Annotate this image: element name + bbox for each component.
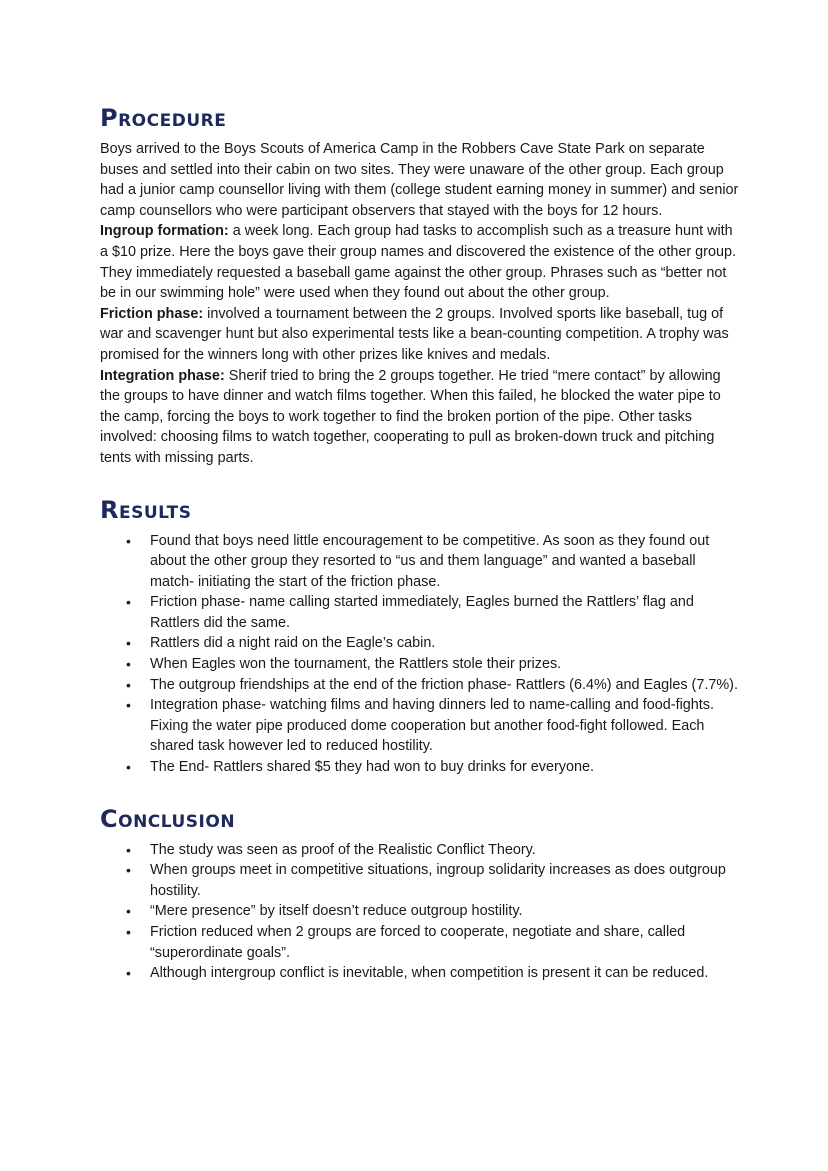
results-list <box>100 531 740 778</box>
phase-integration <box>100 366 740 469</box>
list-item <box>126 757 740 778</box>
procedure-intro: Boys arrived to the Boys Scouts of America Camp in the Robbers Cave State Park on separate buses and settled into their cabin on two sites. They were unaware of the other group. Each group had a junior camp counsellor living with them (college student earning money in summer) and senior camp counsellors who were participant observers that stayed with the boys for 12 hours. <box>100 141 739 219</box>
phase-friction <box>100 304 740 366</box>
phase-label: Friction phase: <box>100 305 204 322</box>
list-item-text: Friction phase- name calling started immediately, Eagles burned the Rattlers’ flag and Rattlers did the same. <box>150 594 694 631</box>
phase-text: involved a tournament between the 2 groups. Involved sports like baseball, tug of war and scavenger hunt but also experimental tests like a bean-counting competition. A trophy was promised for the winners long with other prizes like knives and medals. <box>100 305 729 363</box>
phase-label: Ingroup formation: <box>100 223 229 240</box>
bullet-icon: • <box>126 903 131 920</box>
bullet-icon: • <box>126 862 131 879</box>
list-item <box>126 901 740 922</box>
list-item-text: The study was seen as proof of the Realistic Conflict Theory. <box>150 841 536 858</box>
list-item-text: “Mere presence” by itself doesn’t reduce outgroup hostility. <box>150 903 523 920</box>
bullet-icon: • <box>126 532 131 549</box>
bullet-icon: • <box>126 656 131 673</box>
conclusion-heading: Conclusion <box>100 804 236 833</box>
list-item-text: Rattlers did a night raid on the Eagle’s cabin. <box>150 635 436 652</box>
list-item <box>126 922 740 963</box>
conclusion-list <box>100 840 740 984</box>
list-item <box>126 633 740 654</box>
list-item-text: The outgroup friendships at the end of the friction phase- Rattlers (6.4%) and Eagles (7.7%). <box>150 676 738 693</box>
bullet-icon: • <box>126 841 131 858</box>
list-item-text: When groups meet in competitive situations, ingroup solidarity increases as does outgroup hostility. <box>150 862 726 899</box>
list-item-text: Friction reduced when 2 groups are forced to cooperate, negotiate and share, called “superordinate goals”. <box>150 924 686 961</box>
list-item-text: When Eagles won the tournament, the Rattlers stole their prizes. <box>150 656 562 673</box>
phase-label: Integration phase: <box>100 367 225 384</box>
list-item <box>126 654 740 675</box>
list-item-text: Although intergroup conflict is inevitable, when competition is present it can be reduced. <box>150 965 709 982</box>
list-item-text: Integration phase- watching films and having dinners led to name-calling and food-fights. Fixing the water pipe produced dome cooperation but another food-fight followed. Each shared task however led to reduced hostility. <box>150 697 714 755</box>
list-item-text: Found that boys need little encouragement to be competitive. As soon as they found out about the other group they resorted to “us and them language” and wanted a baseball match- initiating the start of the friction phase. <box>150 532 710 590</box>
results-section <box>100 495 740 778</box>
bullet-icon: • <box>126 965 131 982</box>
list-item <box>126 860 740 901</box>
bullet-icon: • <box>126 697 131 714</box>
bullet-icon: • <box>126 759 131 776</box>
list-item <box>126 675 740 696</box>
document-page <box>100 103 740 984</box>
phase-ingroup-formation <box>100 221 740 303</box>
conclusion-section <box>100 804 740 984</box>
procedure-heading: Procedure <box>100 104 227 132</box>
list-item <box>126 695 740 757</box>
list-item <box>126 592 740 633</box>
procedure-section <box>100 103 740 469</box>
list-item <box>126 840 740 861</box>
list-item-text: The End- Rattlers shared $5 they had won to buy drinks for everyone. <box>150 759 594 776</box>
list-item <box>126 531 740 593</box>
list-item <box>126 963 740 984</box>
results-heading: Results <box>100 495 192 524</box>
bullet-icon: • <box>126 924 131 940</box>
bullet-icon: • <box>126 635 131 652</box>
bullet-icon: • <box>126 676 131 693</box>
phase-text: a week long. Each group had tasks to accomplish such as a treasure hunt with a $10 prize. Here the boys gave their group names and discovered the existence of the other group. They immediately requested a baseball game against the other group. Phrases such as “better not be in our swimming hole” were used when they found out about the other group. <box>100 223 736 302</box>
phase-text: Sherif tried to bring the 2 groups together. He tried “mere contact” by allowing the groups to have dinner and watch films together. When this failed, he blocked the water pipe to the camp, forcing the boys to work together to find the broken portion of the pipe. Other tasks involved: choosing films to watch together, cooperating to pull as broken-down truck and pitching tents with missing parts. <box>100 367 721 466</box>
bullet-icon: • <box>126 594 131 611</box>
